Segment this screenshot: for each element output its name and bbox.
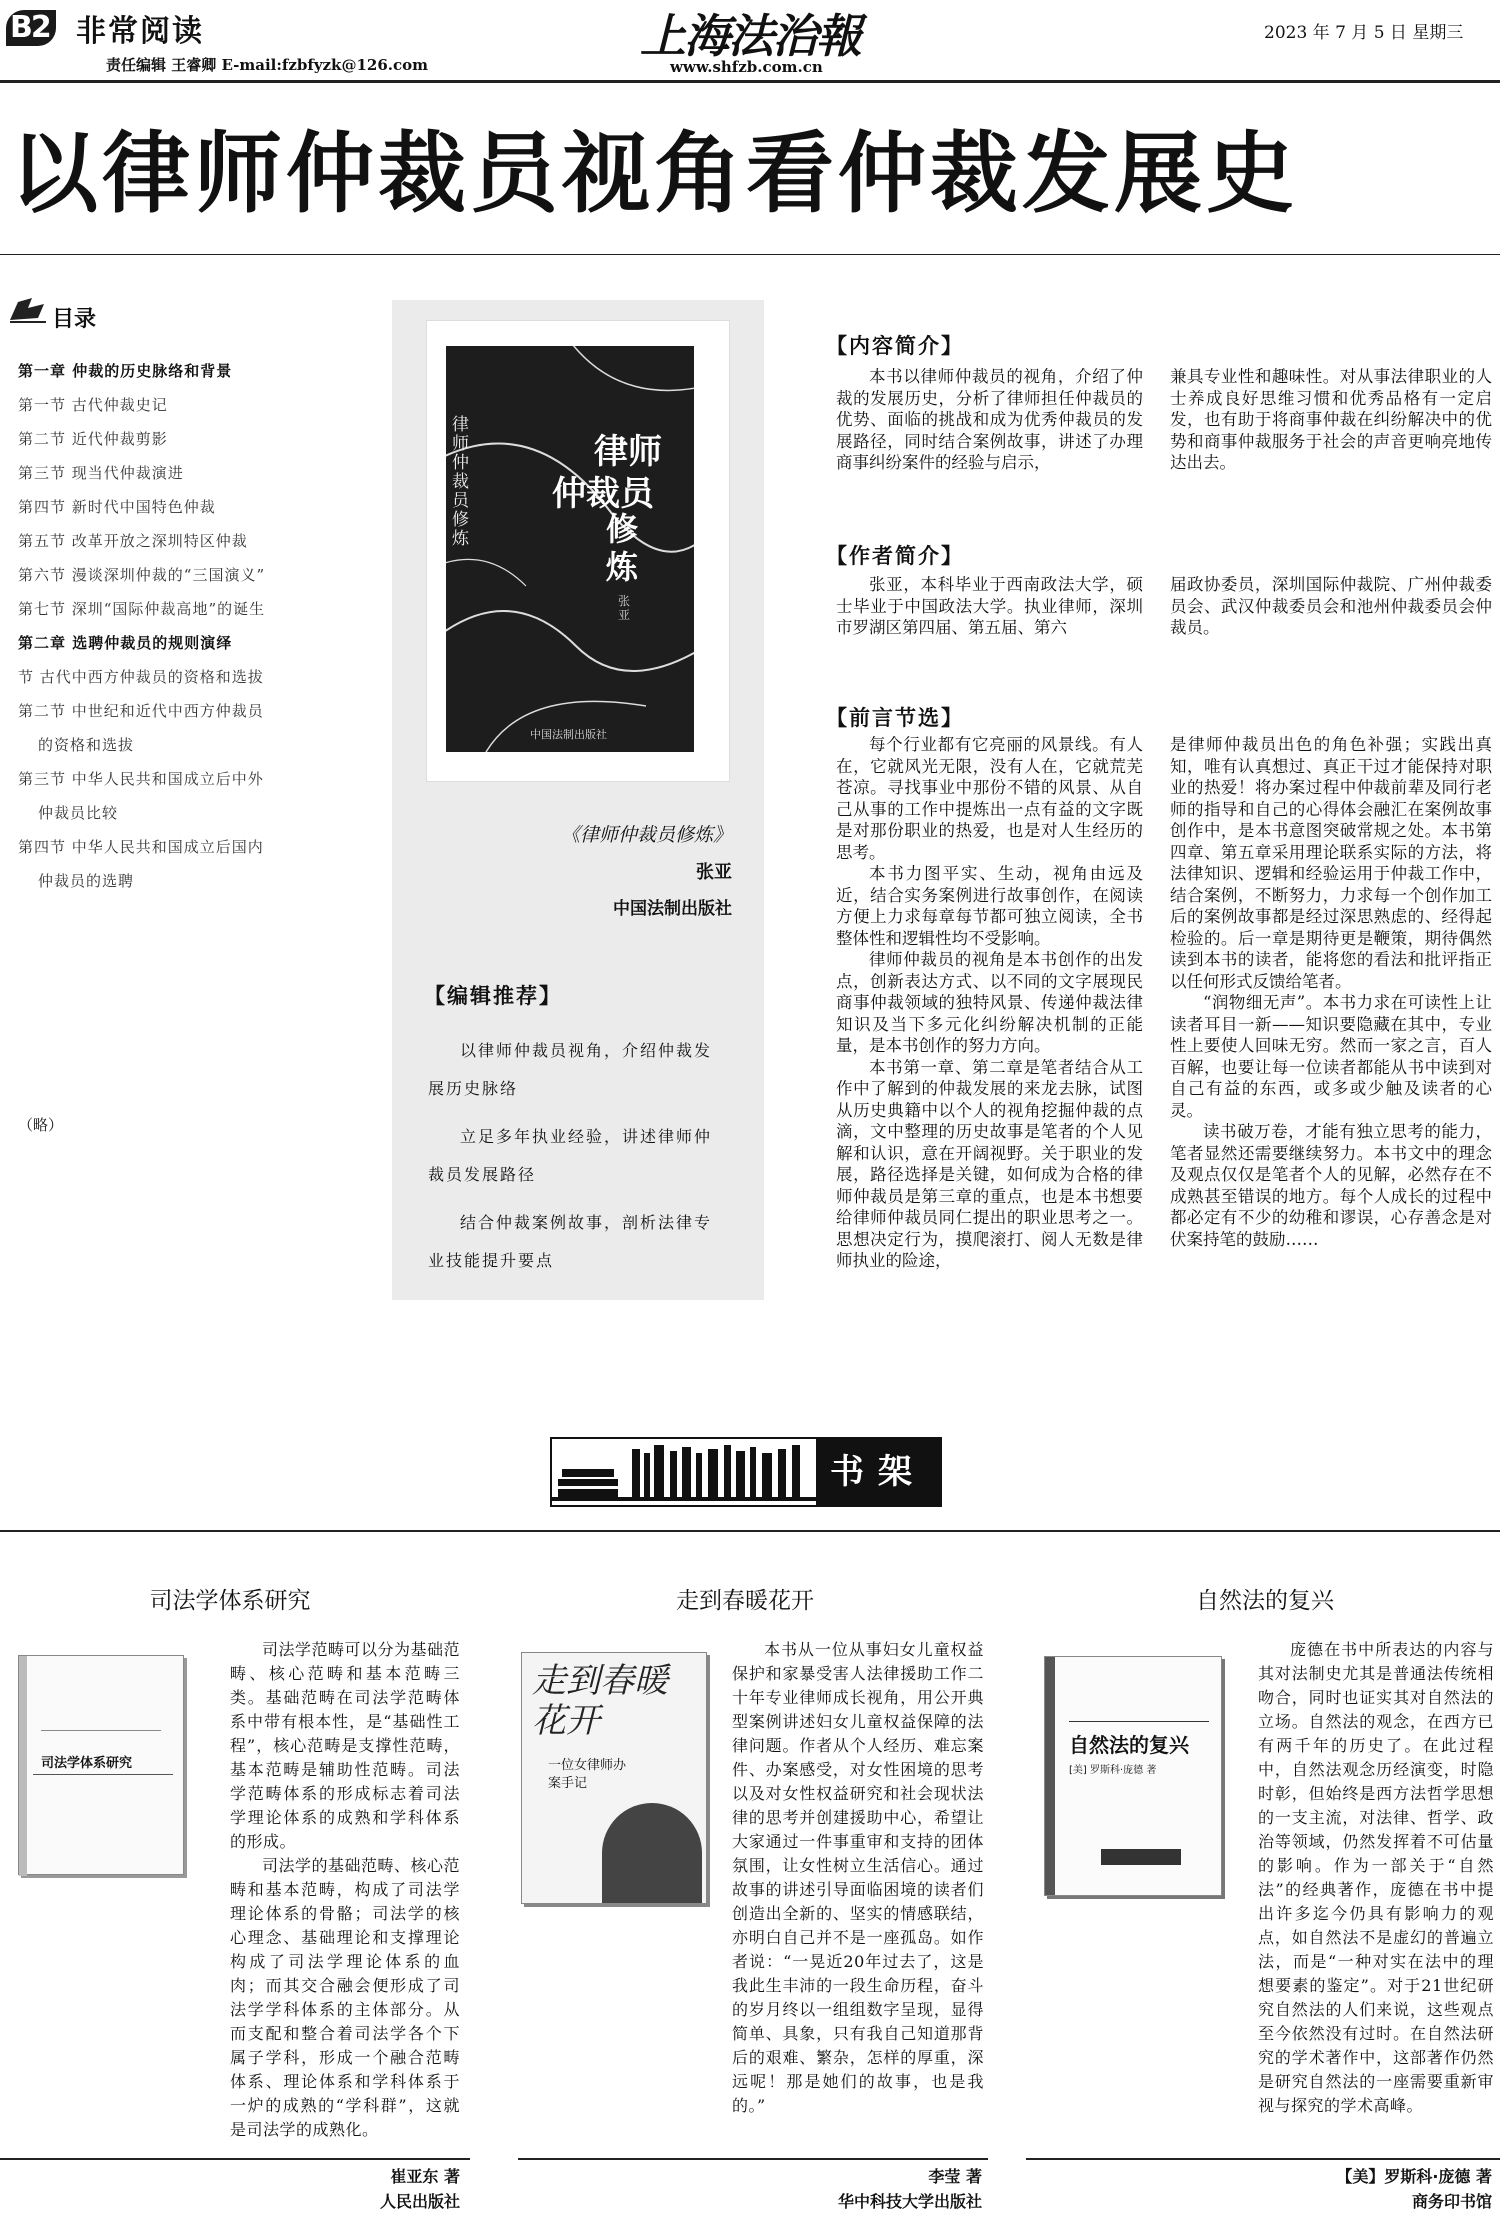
book1-text [230, 1638, 460, 2142]
toc-section: 第三节 现当代仲裁演进 [18, 464, 184, 482]
toc-label: 目录 [52, 307, 97, 332]
book-title: 《律师仲裁员修炼》 [560, 824, 732, 846]
book3-heading: 自然法的复兴 [1196, 1588, 1334, 1614]
paragraph: 本书以律师仲裁员的视角，介绍了仲裁的发展历史，分析了律师担任仲裁员的优势、面临的挑战和成为优秀仲裁员的发展路径，同时结合案例故事，讲述了办理商事纠纷案件的经验与启示， [836, 367, 1143, 472]
book1-cover [18, 1655, 184, 1875]
book2-publisher: 华中科技大学出版社 [837, 2192, 982, 2211]
preface-col2 [1170, 734, 1492, 1250]
book3-publisher: 商务印书馆 [1411, 2192, 1492, 2211]
cover-title-2: 仲裁员 [552, 474, 654, 514]
bookshelf-banner [550, 1437, 942, 1507]
paragraph: 律师仲裁员的视角是本书创作的出发点，创新表达方式、以不同的文字展现民商事仲裁领域的独特风景、传递仲裁法律知识及当下多元化纠纷解决机制的正能量，是本书创作的努力方向。 [836, 950, 1143, 1055]
cover-title-3: 修炼 [606, 510, 639, 586]
editor-rec-heading: 【编辑推荐】 [424, 984, 562, 1008]
book2-text [732, 1638, 984, 2118]
book3-cover [1044, 1656, 1222, 1896]
toc-omitted: （略） [18, 1116, 64, 1134]
paragraph: 庞德在书中所表达的内容与其对法制史尤其是普通法传统相吻合，同时也证实其对自然法的立场。自然法的观念，在西方已有两千年的历史了。在此过程中，自然法观念历经演变，时隐时彰，但始终是西方法哲学思想的一支主流，对法律、哲学、政治等领域，仍然发挥着不可估量的影响。作为一部关于“自然法”的经典著作，庞德在书中提出许多迄今仍具有影响力的观点，如自然法不是虚幻的普遍立法，而是“一种对实在法中的理想要素的鉴定”。对于21世纪研究自然法的人们来说，这些观点至今依然没有过时。在自然法研究的学术著作中，这部著作仍然是研究自然法的一座需要重新审视与探究的学术高峰。 [1258, 1640, 1494, 2115]
cover-side-title: 律师仲裁员修炼 [452, 415, 469, 549]
paragraph: 是律师仲裁员出色的角色补强；实践出真知，唯有认真想过、真正干过才能保持对职业的热爱！将办案过程中仲裁前辈及同行老师的指导和自己的心得体会融汇在案例故事创作中，是本书意图突破常规之处。本书第四章、第五章采用理论联系实际的方法，将法律知识、逻辑和经验运用于仲裁工作中，结合案例，不断努力，力求每一个创作加工后的案例故事都是经过深思熟虑的、经得起检验的。后一章是期待更是鞭策，期待偶然读到本书的读者，能将您的看法和批评指正以任何形式反馈给笔者。 [1170, 735, 1492, 991]
section-title: 非常阅读 [76, 14, 204, 49]
headline-rule [0, 254, 1500, 255]
table-of-contents [18, 354, 268, 898]
book-author: 张亚 [696, 862, 732, 883]
headline: 以律师仲裁员视角看仲裁发展史 [10, 122, 1299, 225]
paragraph: 司法学范畴可以分为基础范畴、核心范畴和基本范畴三类。基础范畴在司法学范畴体系中带有根本性，是“基础性工程”，核心范畴是支撑性范畴，基本范畴是辅助性范畴。司法学范畴体系的形成标志着司法学理论体系的成熟和学科体系的形成。 [230, 1640, 461, 1851]
toc-icon [8, 294, 48, 328]
page-badge-text: B2 [10, 10, 50, 45]
book2-heading: 走到春暖花开 [676, 1588, 814, 1614]
book3-cover-title: 自然法的复兴 [1069, 1733, 1189, 1757]
cover-title-1: 律师 [594, 432, 662, 472]
paragraph: 本书力图平实、生动，视角由远及近，结合实务案例进行故事创作，在阅读方便上力求每章每节都可独立阅读，全书整体性和逻辑性均不受影响。 [836, 864, 1143, 948]
intro-col1 [836, 366, 1143, 474]
editor-line: 责任编辑 王睿卿 E-mail:fzbfyzk@126.com [106, 56, 428, 74]
toc-section: 第七节 深圳“国际仲裁高地”的诞生 [18, 600, 266, 618]
header-rule [0, 80, 1500, 83]
author-heading: 【作者简介】 [826, 544, 964, 568]
cover-author: 张亚 [618, 594, 631, 622]
paragraph: 本书第一章、第二章是笔者结合从工作中了解到的仲裁发展的来龙去脉，试图从历史典籍中以个人的视角挖掘仲裁的点滴，文中整理的历史故事是笔者的个人见解和认识，意在开阔视野。关于职业的发展，路径选择是关键，如何成为合格的律师仲裁员是第三章的重点，也是本书想要给律师仲裁员同仁提出的职业思考之一。思想决定行为，摸爬滚打、阅人无数是律师执业的险途， [836, 1057, 1143, 1270]
cover-publisher: 中国法制出版社 [530, 728, 607, 741]
editor-rec-item: 以律师仲裁员视角，介绍仲裁发展历史脉络 [428, 1041, 713, 1098]
book2-author: 李莹 著 [928, 2167, 982, 2186]
toc-section: 第四节 新时代中国特色仲裁 [18, 498, 216, 516]
paragraph: 届政协委员，深圳国际仲裁院、广州仲裁委员会、武汉仲裁委员会和池州仲裁委员会仲裁员。 [1170, 575, 1492, 637]
intro-col2 [1170, 366, 1492, 474]
book2-cover [521, 1652, 707, 1904]
book2-rule [518, 2158, 988, 2160]
preface-col1 [836, 734, 1143, 1272]
toc-section: 第三节 中华人民共和国成立后中外仲裁员比较 [18, 770, 264, 822]
toc-section: 第六节 漫谈深圳仲裁的“三国演义” [18, 566, 266, 584]
bookshelf-rule [0, 1530, 1500, 1532]
preface-heading: 【前言节选】 [826, 706, 964, 730]
toc-section: 第五节 改革开放之深圳特区仲裁 [18, 532, 248, 550]
masthead: 上海法治報 [640, 9, 860, 63]
issue-date: 2023 年 7 月 5 日 星期三 [1264, 23, 1464, 43]
toc-section: 第二节 近代仲裁剪影 [18, 430, 168, 448]
book1-heading: 司法学体系研究 [149, 1588, 311, 1614]
book2-credit [760, 2164, 982, 2214]
paragraph: 张亚，本科毕业于西南政法大学，硕士毕业于中国政法大学。执业律师，深圳市罗湖区第四届、第五届、第六 [836, 575, 1143, 637]
toc-section: 第四节 中华人民共和国成立后国内仲裁员的选聘 [18, 838, 264, 890]
author-col2 [1170, 574, 1492, 639]
paragraph: 每个行业都有它亮丽的风景线。有人在，它就风光无限，没有人在，它就荒芜苍凉。寻找事业中那份不错的风景、从自己从事的工作中提炼出一点有益的文字既是对那份职业的热爱，也是对人生经历的思考。 [836, 735, 1143, 862]
toc-chapter: 第二章 选聘仲裁员的规则演绎 [18, 634, 233, 652]
paragraph: 司法学的基础范畴、核心范畴和基本范畴，构成了司法学理论体系的骨骼；司法学的核心理念、基础理论和支撑理论构成了司法学理论体系的血肉；而其交合融会便形成了司法学学科体系的主体部分。从而支配和整合着司法学各个下属子学科，形成一个融合范畴体系、理论体系和学科体系于一炉的成熟的“学科群”，这就是司法学的成熟化。 [230, 1856, 461, 2139]
book2-cover-title: 走到春暖花开 [532, 1661, 668, 1741]
book3-text [1258, 1638, 1494, 2118]
toc-section: 第二节 中世纪和近代中西方仲裁员的资格和选拔 [18, 702, 264, 754]
paragraph: 本书从一位从事妇女儿童权益保护和家暴受害人法律援助工作二十年专业律师成长视角，用公开典型案例讲述妇女儿童权益保障的法律问题。作者从个人经历、难忘案件、办案感受，对女性困境的思考以及对女性权益研究和社会现状法律的思考并创建援助中心，希望让大家通过一件事重审和支持的团体氛围，让女性树立生活信心。通过故事的讲述引导面临困境的读者们创造出全新的、坚实的情感联结，亦明白自己并不是一座孤岛。如作者说：“一晃近20年过去了，这是我此生丰沛的一段生命历程，奋斗的岁月终以一组组数字呈现，显得简单、具象，只有我自己知道那背后的艰难、繁杂，怎样的厚重，深远呢！那是她们的故事，也是我的。” [732, 1640, 984, 2115]
book3-cover-top: [美] 罗斯科·庞德 著 [1069, 1765, 1157, 1776]
toc-chapter: 第一章 仲裁的历史脉络和背景 [18, 362, 233, 380]
book1-credit [260, 2164, 460, 2214]
bookshelf-label: 书架 [816, 1439, 940, 1505]
author-col1 [836, 574, 1143, 639]
book3-author: 【美】罗斯科·庞德 著 [1336, 2167, 1492, 2186]
editor-rec-item: 结合仲裁案例故事，剖析法律专业技能提升要点 [428, 1213, 713, 1270]
book3-credit [1230, 2164, 1492, 2214]
website-url: www.shfzb.com.cn [670, 58, 823, 76]
editor-rec-list [428, 1032, 728, 1290]
toc-section: 节 古代中西方仲裁员的资格和选拔 [18, 668, 264, 686]
book1-rule [0, 2158, 470, 2160]
paragraph: 读书破万卷，才能有独立思考的能力，笔者显然还需要继续努力。本书文中的理念及观点仅仅是笔者个人的见解，必然存在不成熟甚至错误的地方。每个人成长的过程中都必定有不少的幼稚和谬误，心存善念是对伏案持笔的鼓励…… [1170, 1122, 1492, 1249]
paragraph: 兼具专业性和趣味性。对从事法律职业的人士养成良好思维习惯和优秀品格有一定启发，也有助于将商事仲裁在纠纷解决中的优势和商事仲裁服务于社会的声音更响亮地传达出去。 [1170, 367, 1492, 472]
book3-rule [1026, 2158, 1500, 2160]
paragraph: “润物细无声”。本书力求在可读性上让读者耳目一新——知识要隐藏在其中，专业性上要使人回味无穷。然而一家之言，百人百解，也要让每一位读者都能从书中读到对自己有益的东西，或多或少触及读者的心灵。 [1170, 993, 1492, 1120]
book1-cover-title: 司法学体系研究 [41, 1756, 133, 1771]
book-publisher: 中国法制出版社 [613, 899, 732, 919]
book2-cover-sub: 一位女律师办案手记 [548, 1758, 627, 1791]
book1-publisher: 人民出版社 [379, 2192, 460, 2211]
editor-rec-item: 立足多年执业经验，讲述律师仲裁员发展路径 [428, 1127, 713, 1184]
intro-heading: 【内容简介】 [826, 334, 964, 358]
book-cover [446, 346, 694, 752]
book2-cover-photo [602, 1803, 702, 1903]
book1-author: 崔亚东 著 [390, 2167, 460, 2186]
toc-section: 第一节 古代仲裁史记 [18, 396, 168, 414]
